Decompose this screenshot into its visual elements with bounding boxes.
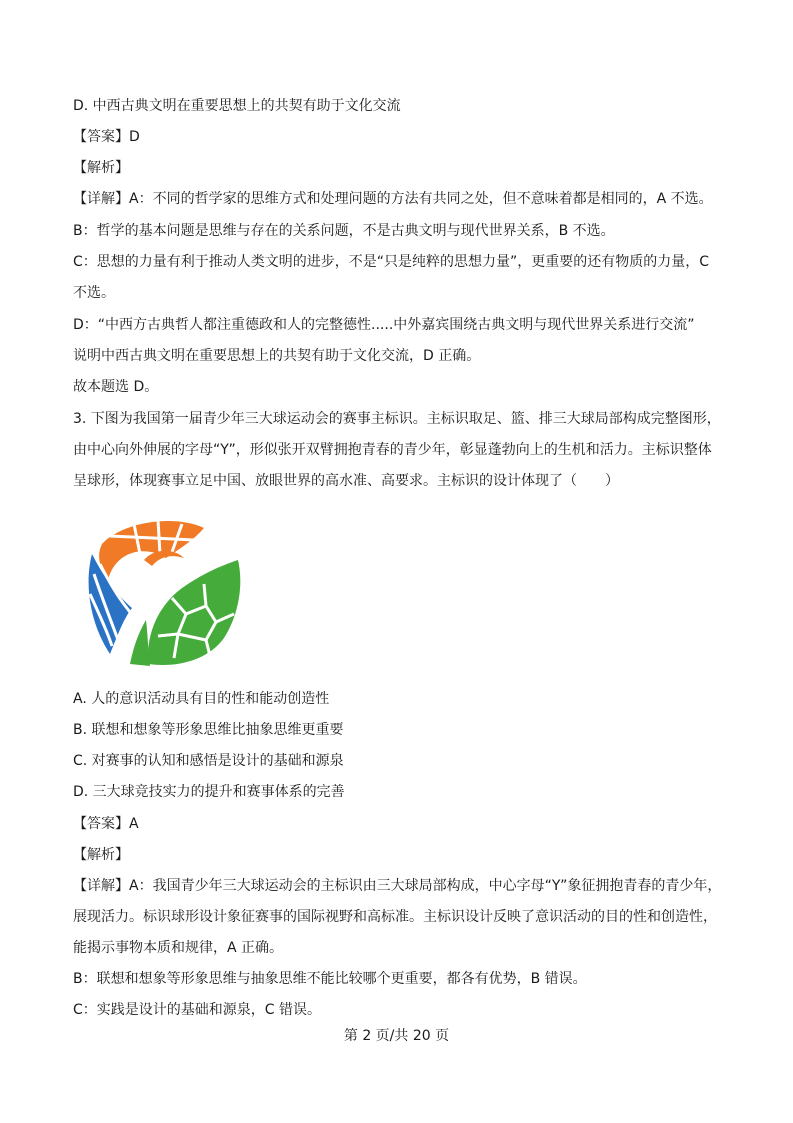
question-3-line-3: 呈球形，体现赛事立足中国、放眼世界的高水准、高要求。主标识的设计体现了（ ） <box>73 473 619 489</box>
explanation-c-cont: 不选。 <box>73 285 115 301</box>
basketball-shape <box>99 521 204 580</box>
option-c: C. 对赛事的认知和感悟是设计的基础和源泉 <box>73 753 344 769</box>
sports-games-logo <box>74 514 254 672</box>
conclusion: 故本题选 D。 <box>73 379 159 395</box>
question-3-line-1: 3. 下图为我国第一届青少年三大球运动会的赛事主标识。主标识取足、篮、排三大球局部构成完整图形， <box>73 411 721 427</box>
explanation-2-b: B：联想和想象等形象思维与抽象思维不能比较哪个更重要，都各有优势，B 错误。 <box>73 971 587 987</box>
analysis-label-2: 【解析】 <box>73 847 129 863</box>
y-stem <box>130 620 150 666</box>
football-shape <box>148 560 241 665</box>
answer-label: 【答案】D <box>73 129 140 145</box>
option-a: A. 人的意识活动具有目的性和能动创造性 <box>73 691 330 707</box>
basketball-curl <box>144 551 184 566</box>
basketball-segment <box>99 520 204 580</box>
option-d: D. 三大球竞技实力的提升和赛事体系的完善 <box>73 784 345 800</box>
option-b: B. 联想和想象等形象思维比抽象思维更重要 <box>73 722 344 738</box>
question-3-line-2: 由中心向外伸展的字母“Y”，形似张开双臂拥抱青春的青少年，彰显蓬勃向上的生机和活力。主标识整体 <box>73 442 712 458</box>
explanation-a: 【详解】A：不同的哲学家的思维方式和处理问题的方法有共同之处，但不意味着都是相同的，A 不选。 <box>73 191 713 207</box>
explanation-2-a: 【详解】A：我国青少年三大球运动会的主标识由三大球局部构成，中心字母“Y”象征拥抱青春的青少年， <box>73 878 722 894</box>
explanation-2-a-cont-2: 能揭示事物本质和规律，A 正确。 <box>73 940 284 956</box>
option-d-text: D. 中西古典文明在重要思想上的共契有助于文化交流 <box>73 98 401 114</box>
football-segment <box>130 560 240 666</box>
explanation-2-c: C：实践是设计的基础和源泉，C 错误。 <box>73 1002 321 1018</box>
explanation-b: B：哲学的基本问题是思维与存在的关系问题，不是古典文明与现代世界关系，B 不选。 <box>73 223 615 239</box>
explanation-c: C：思想的力量有利于推动人类文明的进步，不是“只是纯粹的思想力量”，更重要的还有物质的力量，C <box>73 254 710 270</box>
explanation-d-cont: 说明中西古典文明在重要思想上的共契有助于文化交流，D 正确。 <box>73 348 481 364</box>
answer-label-2: 【答案】A <box>73 816 139 832</box>
analysis-label: 【解析】 <box>73 160 129 176</box>
explanation-d: D：“中西方古典哲人都注重德政和人的完整德性.....中外嘉宾围绕古典文明与现代世界关系进行交流” <box>73 317 695 333</box>
explanation-2-a-cont-1: 展现活力。标识球形设计象征赛事的国际视野和高标准。主标识设计反映了意识活动的目的性和创造性， <box>73 909 717 925</box>
page-footer: 第 2 页/共 20 页 <box>343 1028 450 1044</box>
